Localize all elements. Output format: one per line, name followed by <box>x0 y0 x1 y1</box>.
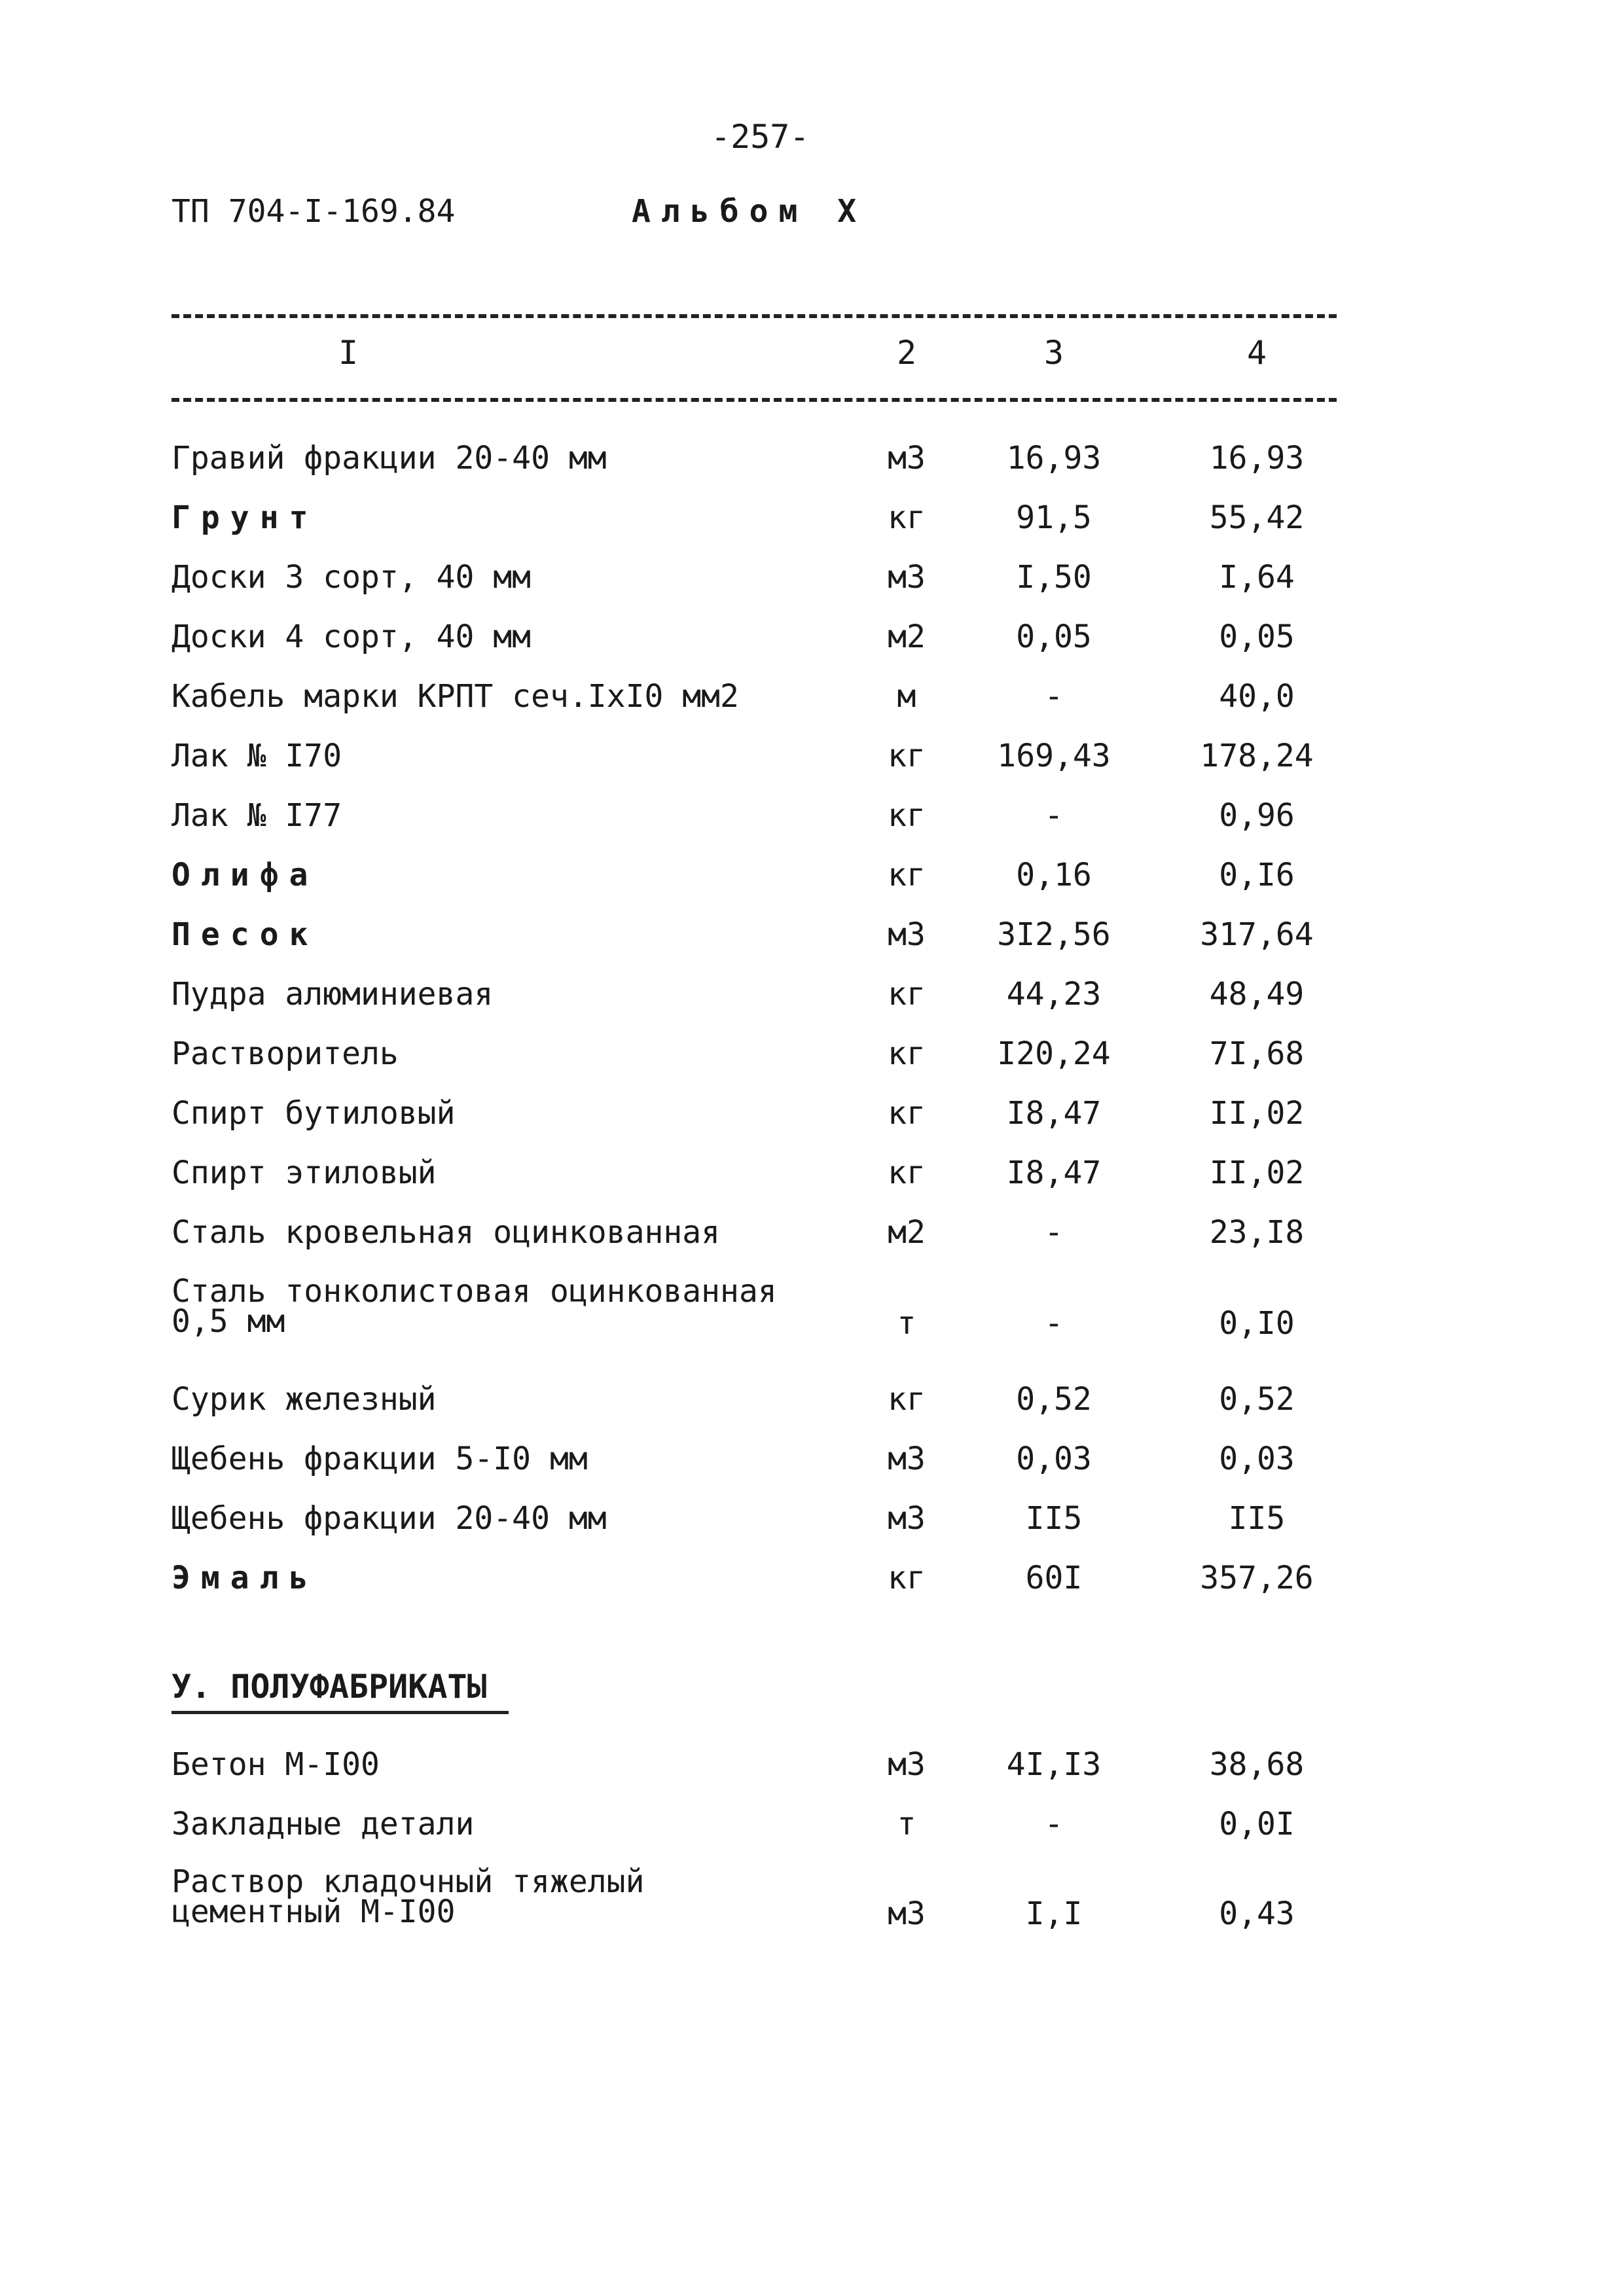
value-col4: 357,26 <box>1200 1560 1314 1596</box>
value-col4: 0,52 <box>1219 1381 1295 1418</box>
value-col3: 60I <box>1025 1560 1083 1596</box>
value-col3: - <box>1044 797 1064 834</box>
unit: м2 <box>888 1214 926 1251</box>
material-name: Лак № I70 <box>171 738 342 774</box>
unit: кг <box>888 1035 926 1072</box>
unit: м <box>897 678 916 715</box>
material-name: Щебень фракции 5-I0 мм <box>171 1441 588 1477</box>
page-number: -257- <box>711 118 810 156</box>
value-col4: 0,I6 <box>1219 857 1295 893</box>
value-col3: 169,43 <box>997 738 1111 774</box>
value-col3: - <box>1044 1214 1064 1251</box>
unit: кг <box>888 976 926 1013</box>
unit: м2 <box>888 619 926 655</box>
section-title: У. ПОЛУФАБРИКАТЫ <box>171 1668 509 1714</box>
value-col3: 44,23 <box>1006 976 1102 1013</box>
value-col4: I,64 <box>1219 559 1295 596</box>
value-col4: 16,93 <box>1209 440 1305 476</box>
value-col3: 0,05 <box>1016 619 1092 655</box>
unit: кг <box>888 1155 926 1191</box>
value-col4: 0,05 <box>1219 619 1295 655</box>
value-col4: II,02 <box>1209 1155 1305 1191</box>
material-name: Спирт этиловый <box>171 1155 437 1191</box>
material-name: Растворитель <box>171 1035 399 1072</box>
material-name: Гравий фракции 20-40 мм <box>171 440 607 476</box>
unit: кг <box>888 499 926 536</box>
material-name <box>171 1863 645 1930</box>
value-col3: I8,47 <box>1006 1155 1102 1191</box>
column-header-2: 2 <box>896 334 917 372</box>
value-col4: 40,0 <box>1219 678 1295 715</box>
column-header-1: I <box>338 334 359 372</box>
value-col4: 0,43 <box>1219 1895 1295 1932</box>
value-col3: 4I,I3 <box>1006 1746 1102 1783</box>
material-name: Доски 4 сорт, 40 мм <box>171 619 532 655</box>
value-col4: 38,68 <box>1209 1746 1305 1783</box>
unit: м3 <box>888 440 926 476</box>
value-col3: - <box>1044 678 1064 715</box>
value-col4: 0,I0 <box>1219 1305 1295 1342</box>
material-name-line2: цементный М-I00 <box>171 1893 456 1930</box>
value-col4: II5 <box>1228 1500 1286 1537</box>
value-col3: 0,16 <box>1016 857 1092 893</box>
value-col3: I,50 <box>1016 559 1092 596</box>
value-col3: I,I <box>1025 1895 1083 1932</box>
material-name: Грунт <box>171 499 319 536</box>
column-header-4: 4 <box>1246 334 1267 372</box>
value-col3: - <box>1044 1806 1064 1842</box>
unit: кг <box>888 738 926 774</box>
material-name: Эмаль <box>171 1560 319 1596</box>
table-top-rule <box>171 314 1337 318</box>
material-name-line1: Раствор кладочный тяжелый <box>171 1863 645 1900</box>
album-title: Альбом Х <box>632 193 867 230</box>
value-col3: I8,47 <box>1006 1095 1102 1132</box>
unit: м3 <box>888 559 926 596</box>
unit: т <box>897 1806 916 1842</box>
unit: кг <box>888 857 926 893</box>
material-name: Олифа <box>171 857 319 893</box>
unit: кг <box>888 1381 926 1418</box>
unit: кг <box>888 1095 926 1132</box>
column-header-3: 3 <box>1043 334 1064 372</box>
material-name: Закладные детали <box>171 1806 475 1842</box>
material-name: Сталь кровельная оцинкованная <box>171 1214 721 1251</box>
document-code: ТП 704-I-169.84 <box>171 193 456 230</box>
value-col4: 55,42 <box>1209 499 1305 536</box>
value-col4: 0,96 <box>1219 797 1295 834</box>
material-name: Спирт бутиловый <box>171 1095 456 1132</box>
value-col4: 7I,68 <box>1209 1035 1305 1072</box>
material-name <box>171 1273 777 1340</box>
unit: м3 <box>888 1500 926 1537</box>
value-col3: I20,24 <box>997 1035 1111 1072</box>
material-name-line1: Сталь тонколистовая оцинкованная <box>171 1273 777 1310</box>
unit: м3 <box>888 1441 926 1477</box>
value-col3: 91,5 <box>1016 499 1092 536</box>
value-col3: - <box>1044 1305 1064 1342</box>
value-col4: 0,0I <box>1219 1806 1295 1842</box>
value-col3: II5 <box>1025 1500 1083 1537</box>
table-header-rule <box>171 398 1337 402</box>
value-col4: II,02 <box>1209 1095 1305 1132</box>
unit: кг <box>888 797 926 834</box>
material-name: Сурик железный <box>171 1381 437 1418</box>
value-col3: 0,03 <box>1016 1441 1092 1477</box>
material-name: Бетон М-I00 <box>171 1746 380 1783</box>
material-name: Кабель марки КРПТ сеч.IxI0 мм2 <box>171 678 739 715</box>
value-col4: 178,24 <box>1200 738 1314 774</box>
material-name: Пудра алюминиевая <box>171 976 494 1013</box>
value-col4: 317,64 <box>1200 916 1314 953</box>
unit: кг <box>888 1560 926 1596</box>
value-col3: 3I2,56 <box>997 916 1111 953</box>
material-name: Щебень фракции 20-40 мм <box>171 1500 607 1537</box>
value-col4: 48,49 <box>1209 976 1305 1013</box>
value-col4: 0,03 <box>1219 1441 1295 1477</box>
unit: м3 <box>888 1746 926 1783</box>
material-name: Песок <box>171 916 319 953</box>
material-name: Лак № I77 <box>171 797 342 834</box>
unit: м3 <box>888 1895 926 1932</box>
unit: т <box>897 1305 916 1342</box>
value-col3: 0,52 <box>1016 1381 1092 1418</box>
value-col4: 23,I8 <box>1209 1214 1305 1251</box>
value-col3: 16,93 <box>1006 440 1102 476</box>
material-name-line2: 0,5 мм <box>171 1303 285 1340</box>
unit: м3 <box>888 916 926 953</box>
material-name: Доски 3 сорт, 40 мм <box>171 559 532 596</box>
